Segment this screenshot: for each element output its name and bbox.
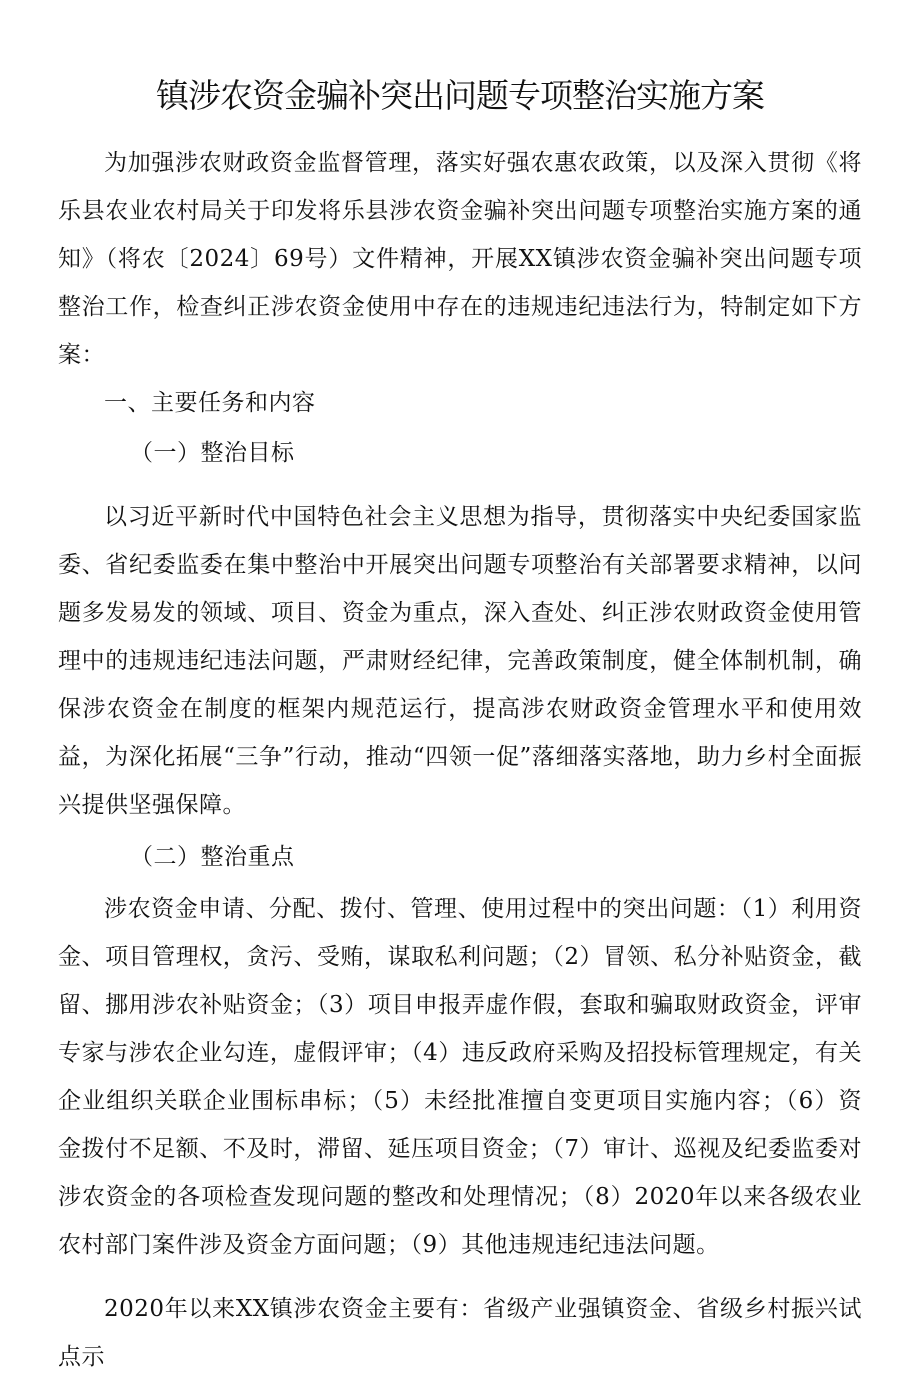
- funds-paragraph: 2020年以来XX镇涉农资金主要有：省级产业强镇资金、省级乡村振兴试点示: [58, 1296, 862, 1370]
- focus-paragraph: 涉农资金申请、分配、拨付、管理、使用过程中的突出问题：（1）利用资金、项目管理权，贪污、受贿，谋取私利问题；（2）冒领、私分补贴资金，截留、挪用涉农补贴资金；（3）项目申报弄虚作假，套取和骗取财政资金，评审专家与涉农企业勾连，虚假评审；（4）违反政府采购及招投标管理规定，有关企业组织关联企业围标串标；（5）未经批准擅自变更项目实施内容；（6）资金拨付不足额、不及时，滞留、延压项目资金；（7）审计、巡视及纪委监委对涉农资金的各项检查发现问题的整改和处理情况；（8）2020年以来各级农业农村部门案件涉及资金方面问题；（9）其他违规违纪违法问题。: [58, 896, 862, 1258]
- subsection-heading-focus: （二）整治重点: [130, 844, 295, 870]
- goals-paragraph: 以习近平新时代中国特色社会主义思想为指导，贯彻落实中央纪委国家监委、省纪委监委在集中整治中开展突出问题专项整治有关部署要求精神，以问题多发易发的领域、项目、资金为重点，深入查处、纠正涉农财政资金使用管理中的违规违纪违法问题，严肃财经纪律，完善政策制度，健全体制机制，确保涉农资金在制度的框架内规范运行，提高涉农财政资金管理水平和使用效益，为深化拓展“三争”行动，推动“四领一促”落细落实落地，助力乡村全面振兴提供坚强保障。: [58, 504, 862, 818]
- section-heading-main-tasks: 一、主要任务和内容: [104, 390, 316, 416]
- document-title: 镇涉农资金骗补突出问题专项整治实施方案: [156, 76, 764, 115]
- subsection-heading-goals: （一）整治目标: [130, 440, 295, 466]
- intro-paragraph: 为加强涉农财政资金监督管理，落实好强农惠农政策，以及深入贯彻《将乐县农业农村局关于印发将乐县涉农资金骗补突出问题专项整治实施方案的通知》（将农〔2024〕69号）文件精神，开展XX镇涉农资金骗补突出问题专项整治工作，检查纠正涉农资金使用中存在的违规违纪违法行为，特制定如下方案：: [58, 150, 862, 368]
